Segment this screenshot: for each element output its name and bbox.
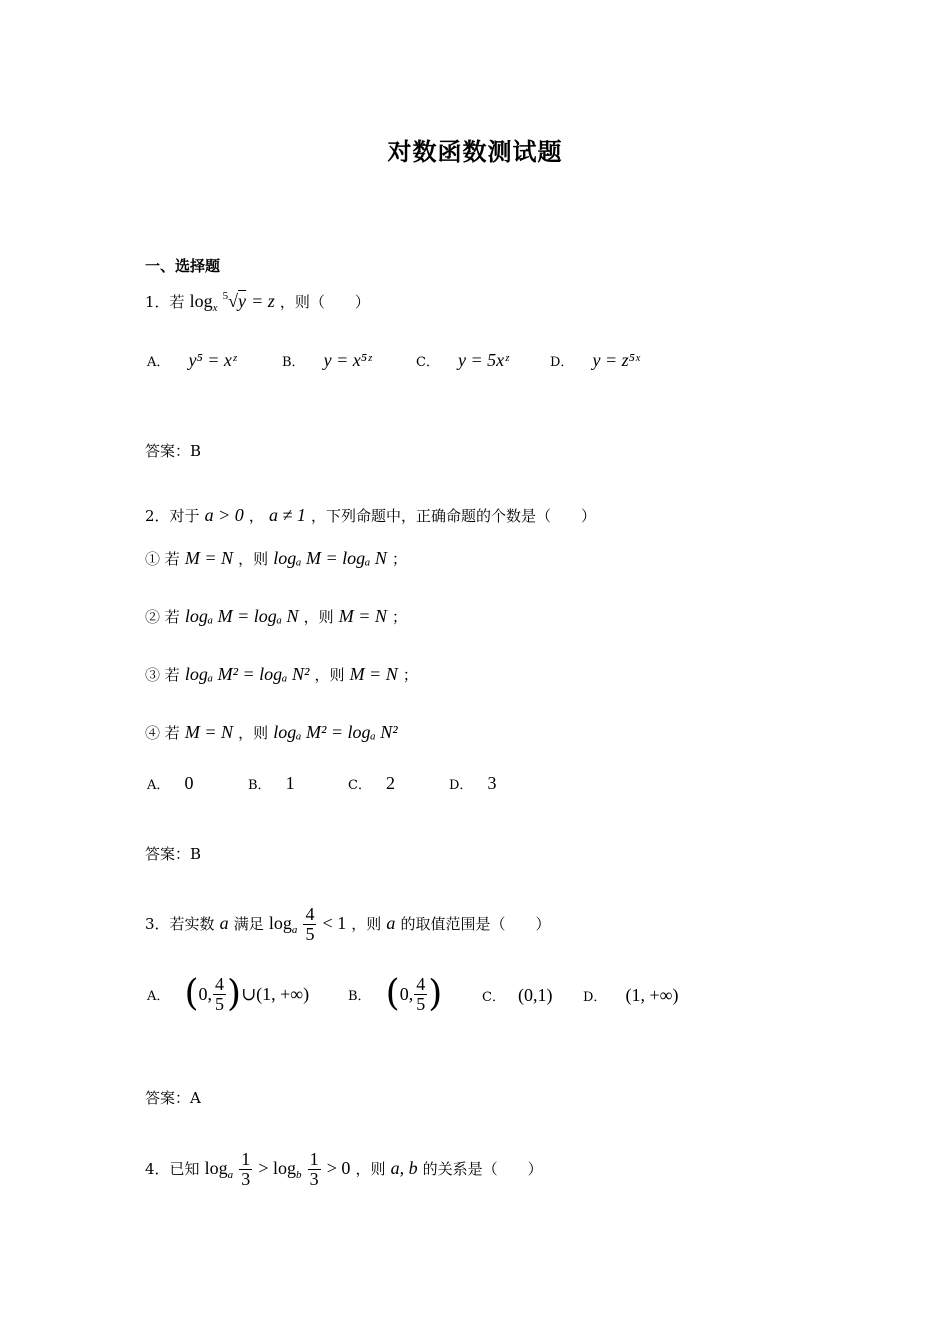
q1-log: $\log_x$	[189, 291, 218, 314]
q3-option-d[interactable]: D． (1, +∞)	[583, 985, 679, 1005]
q1-answer: 答案：B	[145, 442, 202, 460]
q1-option-d[interactable]: D． y = z⁵ˣ	[550, 350, 641, 370]
q2-statement-1: ① 若 M = N ，则 logₐ M = logₐ N ；	[145, 548, 408, 568]
q2-statement-2: ② 若 logₐ M = logₐ N ，则 M = N ；	[145, 606, 408, 626]
question-2-stem: 2．对于 a > 0 ， a ≠ 1 ，下列命题中，正确命题的个数是（ ）	[145, 505, 596, 525]
q1-radical: $^5$√y	[222, 290, 247, 311]
q1-option-a[interactable]: A． y⁵ = xᶻ	[147, 350, 237, 370]
q3-option-a[interactable]: A． (0, $\frac{4}{5}$ )∪(1, +∞)	[147, 973, 310, 1015]
question-1-stem	[145, 290, 370, 314]
question-3-stem: 3．若实数 a 满足 $\log_a$ $\frac{4}{5}$ < 1 ，则 a 的取值范围是（ ）	[145, 904, 551, 944]
q3-fraction: $\frac{4}{5}$	[305, 904, 315, 944]
question-4-stem: 4．已知 $\log_a$ $\frac{1}{3}$ > $\log_b$ $\frac{1}{3}$ > 0 ，则 a, b 的关系是（ ）	[145, 1149, 543, 1189]
q2-option-c[interactable]: C． 2	[348, 773, 396, 793]
q1-number: 1．若	[145, 293, 185, 311]
q2-statement-3: ③ 若 logₐ M² = logₐ N² ，则 M = N ；	[145, 664, 418, 684]
q2-cond1: a > 0	[204, 505, 244, 525]
q2-answer: 答案：B	[145, 845, 202, 863]
q2-option-d[interactable]: D． 3	[449, 773, 497, 793]
q1-equals: = z	[251, 291, 275, 311]
page-title: 对数函数测试题	[387, 137, 563, 166]
q2-statement-4: ④ 若 M = N ，则 logₐ M² = logₐ N²	[145, 722, 398, 742]
q3-option-c[interactable]: C． (0,1)	[482, 985, 553, 1005]
q3-answer: 答案：A	[145, 1089, 201, 1107]
q3-option-b[interactable]: B． (0, $\frac{4}{5}$ )	[348, 973, 443, 1015]
q1-option-b[interactable]: B． y = x⁵ᶻ	[282, 350, 372, 370]
q1-option-c[interactable]: C． y = 5xᶻ	[416, 350, 509, 370]
q2-cond2: a ≠ 1	[269, 505, 306, 525]
section-heading: 一、选择题	[145, 257, 221, 275]
q2-option-b[interactable]: B． 1	[248, 773, 295, 793]
q2-option-a[interactable]: A． 0	[147, 773, 194, 793]
q1-tail: ，则（ ）	[279, 293, 370, 311]
